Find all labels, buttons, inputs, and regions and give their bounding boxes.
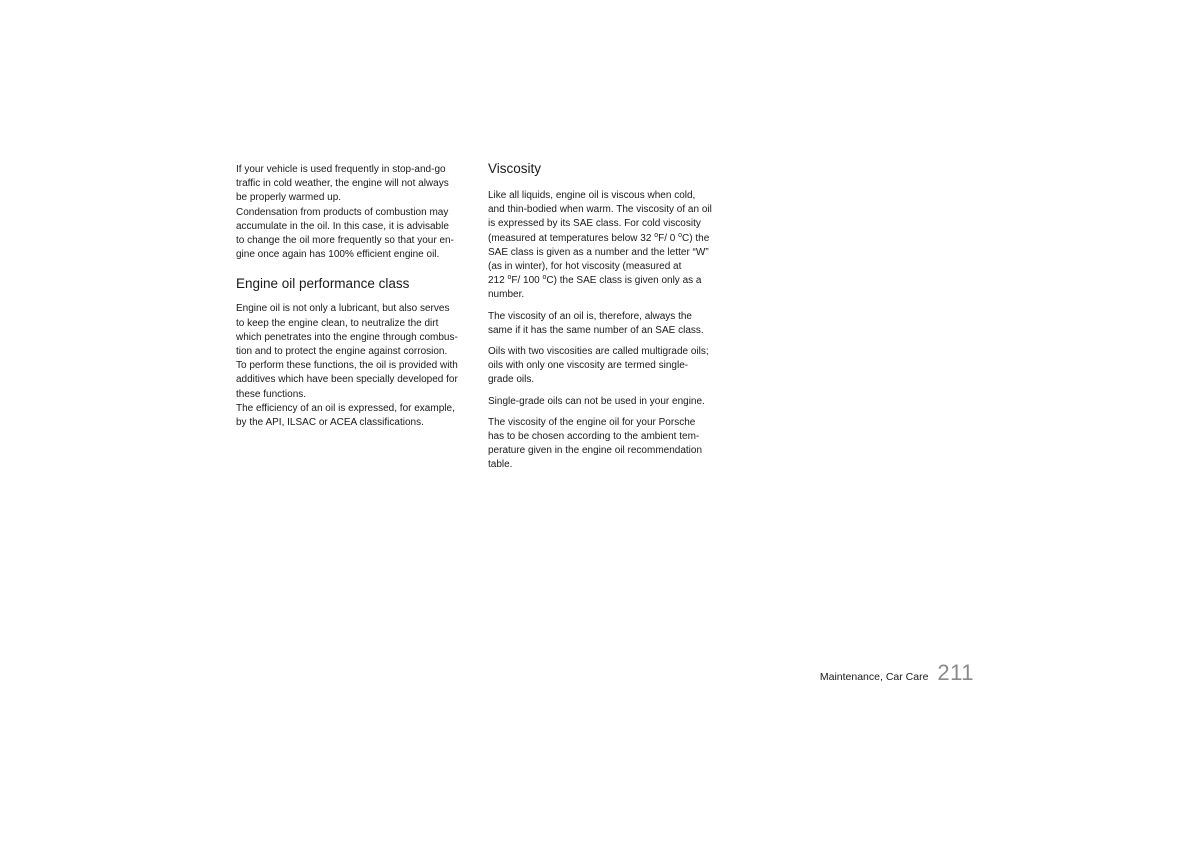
additives-paragraph <box>236 359 476 402</box>
text-line: same if it has the same number of an SAE class. <box>488 324 704 336</box>
degree-symbol: o <box>507 274 512 282</box>
performance-class-heading: Engine oil performance class <box>236 276 410 292</box>
text-line: perature given in the engine oil recommendation <box>488 445 703 457</box>
liquids-paragraph <box>488 189 728 303</box>
text-run: (measured at temperatures below 32 <box>488 232 655 244</box>
text-line: (as in winter), for hot viscosity (measured at <box>488 261 682 273</box>
text-line: by the API, ILSAC or ACEA classifications. <box>236 417 424 429</box>
text-line: oils with only one viscosity are termed single- <box>488 360 689 372</box>
cold-weather-paragraph <box>236 163 476 206</box>
text-line: to keep the engine clean, to neutralize the dirt <box>236 317 439 329</box>
lubricant-paragraph <box>236 302 476 359</box>
text-line: number. <box>488 289 525 301</box>
text-line: The viscosity of an oil is, therefore, always the <box>488 310 692 322</box>
page-footer <box>820 660 974 686</box>
text-line: is expressed by its SAE class. For cold viscosity <box>488 218 701 230</box>
text-line <box>488 232 728 246</box>
viscosity-heading: Viscosity <box>488 161 542 176</box>
degree-symbol: o <box>678 231 683 239</box>
text-line: The viscosity of the engine oil for your Porsche <box>488 416 696 428</box>
multigrade-paragraph <box>488 345 728 388</box>
text-line: Like all liquids, engine oil is viscous when cold, <box>488 190 696 201</box>
text-line: and thin-bodied when warm. The viscosity of an oil <box>488 204 712 216</box>
text-run: F/ 0 <box>658 232 679 244</box>
text-line: gine once again has 100% efficient engine oil. <box>236 249 440 261</box>
text-line: table. <box>488 459 513 471</box>
text-line: Condensation from products of combustion may <box>236 206 449 218</box>
text-line: additives which have been specially developed for <box>236 374 458 386</box>
text-line: tion and to protect the engine against corrosion. <box>236 346 448 358</box>
text-line: SAE class is given as a number and the letter “W” <box>488 246 709 258</box>
text-line: The efficiency of an oil is expressed, for example, <box>236 402 455 414</box>
text-line: Single-grade oils can not be used in your engine. <box>488 395 705 407</box>
right-column <box>488 160 728 473</box>
efficiency-paragraph <box>236 402 476 430</box>
text-line: accumulate in the oil. In this case, it is advisable <box>236 220 449 232</box>
text-line: To perform these functions, the oil is provided with <box>236 360 458 372</box>
text-run: F/ 100 <box>511 275 543 287</box>
text-line: which penetrates into the engine through combus- <box>236 331 458 343</box>
text-line <box>488 274 728 288</box>
same-number-paragraph <box>488 310 728 338</box>
left-column <box>236 163 476 430</box>
text-line: grade oils. <box>488 374 535 386</box>
page-number: 211 <box>937 660 974 685</box>
text-line: Oils with two viscosities are called multigrade oils; <box>488 346 709 358</box>
text-run: C) the SAE class is given only as a <box>546 275 702 287</box>
porsche-paragraph <box>488 416 728 473</box>
text-run: C) the <box>682 232 710 244</box>
section-title: Maintenance, Car Care <box>819 671 929 683</box>
text-line: has to be chosen according to the ambient tem- <box>488 431 700 443</box>
text-line: If your vehicle is used frequently in stop-and-go <box>236 164 446 175</box>
text-line: be properly warmed up. <box>236 192 342 204</box>
text-line: traffic in cold weather, the engine will not always <box>236 178 449 190</box>
condensation-paragraph <box>236 206 476 263</box>
text-line: these functions. <box>236 388 307 400</box>
single-grade-paragraph <box>488 395 728 409</box>
degree-symbol: o <box>542 274 547 282</box>
text-run: 212 <box>488 275 508 287</box>
text-line: Engine oil is not only a lubricant, but also serves <box>236 303 450 315</box>
degree-symbol: o <box>654 231 659 239</box>
text-line: to change the oil more frequently so that your en- <box>236 235 454 247</box>
